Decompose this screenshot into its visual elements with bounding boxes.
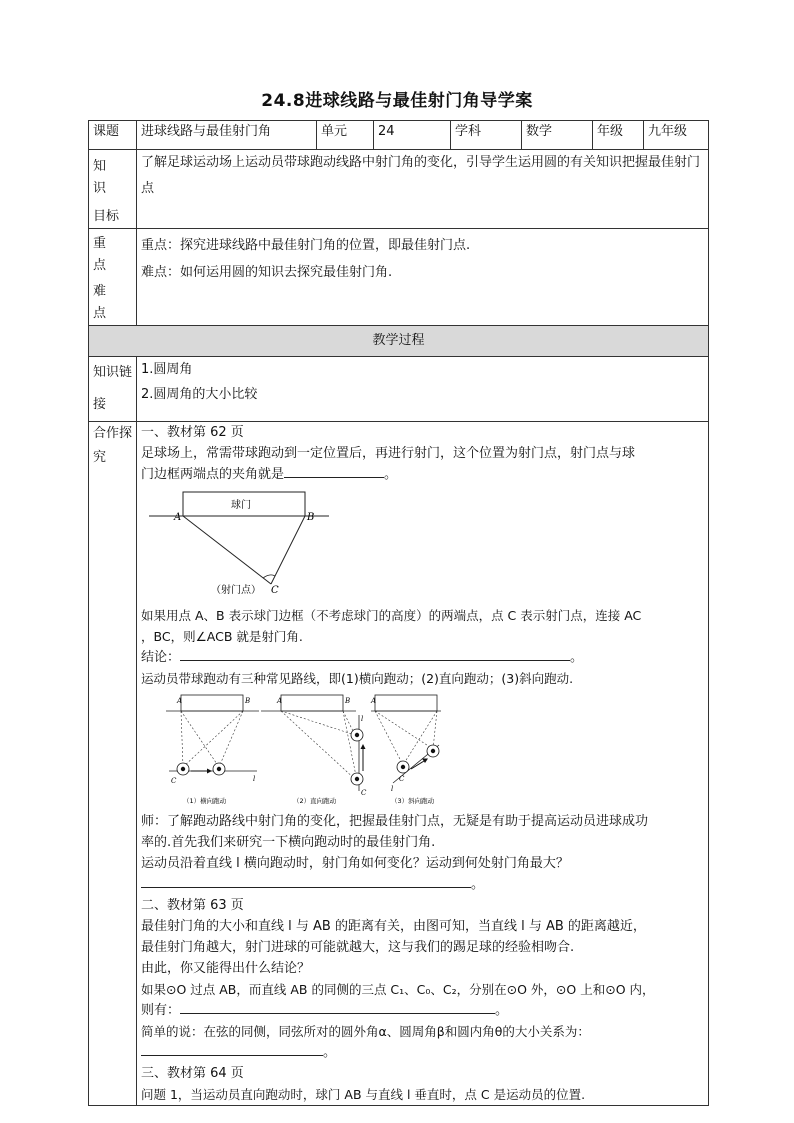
unit-value: 24 — [374, 121, 451, 150]
blank-prefix: 门边框两端点的夹角就是 — [141, 467, 285, 482]
conclusion-label: 结论： — [141, 650, 181, 665]
topic-label: 课题 — [89, 121, 137, 150]
keypoints-text — [137, 229, 709, 326]
answer-blank — [180, 1001, 495, 1014]
section-2-para: 最佳射门角的大小和直线 l 与 AB 的距离有关，由图可知，当直线 l 与 AB 的距离越近， — [141, 919, 646, 934]
period: 。 — [323, 1045, 337, 1060]
section-3-problem: 问题 1，当运动员直向跑动时，球门 AB 与直线 l 垂直时，点 C 是运动员的位置. — [141, 1087, 586, 1102]
fig2-a-label: A — [277, 697, 283, 705]
knowledge-item: 2.圆周角的大小比较 — [141, 387, 258, 402]
section-1-explain-cont: ，BC，则∠ACB 就是射门角. — [141, 629, 303, 644]
teacher-text-cont: 率的.首先我们来研究一下横向跑动时的最佳射门角. — [141, 835, 436, 850]
keypoints-label-line1: 重点 — [93, 236, 117, 273]
coop-content — [137, 422, 709, 1106]
goals-row — [89, 150, 709, 229]
document-title: 24.8进球线路与最佳射门角导学案 — [261, 91, 533, 111]
knowledge-link-items — [137, 357, 709, 422]
fig2-l-label: l — [361, 715, 364, 723]
unit-label: 单元 — [317, 121, 374, 150]
section-2-title: 二、教材第 63 页 — [141, 898, 244, 913]
knowledge-link-row — [89, 357, 709, 422]
point-a-label: A — [174, 512, 182, 523]
running-routes-figure — [141, 691, 441, 809]
section-1-title: 一、教材第 62 页 — [141, 425, 244, 440]
period: 。 — [570, 650, 584, 665]
fig2-caption-2: （2）直向跑动 — [293, 797, 337, 805]
lesson-plan-table — [88, 120, 709, 1106]
answer-blank — [284, 465, 384, 478]
section-1-para: 足球场上，常需带球跑动到一定位置后，再进行射门，这个位置为射门点，射门点与球 — [141, 446, 636, 461]
process-header-row — [89, 326, 709, 357]
fig2-caption-3: （3）斜向跑动 — [391, 797, 435, 805]
goal-angle-figure — [141, 487, 341, 603]
section-2-circle-text: 如果⊙O 过点 AB，而直线 AB 的同侧的三点 C₁、C₀、C₂，分别在⊙O 外，⊙O 上和⊙O 内， — [141, 982, 655, 997]
key-point: 重点：探究进球线路中最佳射门角的位置，即最佳射门点. — [141, 238, 471, 253]
fig2-b-label: B — [345, 697, 351, 705]
result-label: 则有： — [141, 1003, 181, 1018]
section-1-explain: 如果用点 A、B 表示球门边框（不考虑球门的高度）的两端点，点 C 表示射门点，连接 AC — [141, 608, 642, 623]
fig2-l-label: l — [253, 775, 256, 783]
section-3-title: 三、教材第 64 页 — [141, 1066, 244, 1081]
goals-label-line2: 目标 — [93, 209, 120, 224]
line-ac — [183, 516, 271, 584]
routes-text: 运动员带球跑动有三种常见路线，即(1)横向跑动；(2)直向跑动；(3)斜向跑动. — [141, 671, 574, 686]
coop-label: 合作探究 — [89, 422, 137, 1106]
goals-label — [89, 150, 137, 229]
question-text: 运动员沿着直线 l 横向跑动时，射门角如何变化？运动到何处射门角最大？ — [141, 856, 569, 871]
section-1-blank-line — [141, 464, 708, 485]
line-bc — [271, 516, 305, 584]
header-row — [89, 121, 709, 150]
section-2-para-cont: 最佳射门角越大，射门进球的可能就越大，这与我们的踢足球的经验相吻合. — [141, 940, 575, 955]
knowledge-item: 1.圆周角 — [141, 362, 193, 377]
subject-value: 数学 — [522, 121, 593, 150]
point-c-label: C — [271, 585, 279, 596]
shot-point-label: （射门点） — [211, 585, 261, 596]
keypoints-label — [89, 229, 137, 326]
process-header — [89, 326, 709, 357]
grade-value: 九年级 — [644, 121, 709, 150]
summary-answer-line — [141, 1042, 708, 1063]
fig2-c-label: C — [399, 775, 405, 783]
fig2-c-label: C — [171, 777, 177, 785]
answer-blank — [180, 648, 570, 661]
fig2-a-label: A — [371, 697, 377, 705]
goals-paragraph: 了解足球运动场上运动员带球跑动线路中射门角的变化，引导学生运用圆的有关知识把握最佳射门点 — [141, 155, 701, 196]
conclusion-line — [141, 647, 708, 668]
fig2-a-label: A — [177, 697, 183, 705]
difficulty-point: 难点：如何运用圆的知识去探究最佳射门角. — [141, 265, 393, 280]
period: 。 — [384, 467, 398, 482]
point-b-label: B — [307, 512, 315, 523]
fig2-c-label: C — [361, 789, 367, 797]
fig2-b-label: B — [245, 697, 251, 705]
goal-label: 球门 — [231, 500, 251, 511]
angle-arc — [263, 575, 275, 578]
goals-text — [137, 150, 709, 229]
knowledge-link-label: 知识链接 — [89, 357, 137, 422]
cooperative-explore-row — [89, 422, 709, 1106]
keypoints-label-line2: 难点 — [93, 284, 117, 321]
period: 。 — [495, 1003, 509, 1018]
section-2-question: 由此，你又能得出什么结论？ — [141, 961, 311, 976]
keypoints-row — [89, 229, 709, 326]
process-header-text: 教学过程 — [372, 333, 425, 348]
section-2-result-line — [141, 1000, 708, 1021]
grade-label: 年级 — [593, 121, 644, 150]
fig2-l-label: l — [391, 785, 394, 793]
topic-value: 进球线路与最佳射门角 — [137, 121, 317, 150]
goals-label-line1: 知识 — [93, 159, 117, 196]
teacher-text: 师：了解跑动路线中射门角的变化，把握最佳射门点，无疑是有助于提高运动员进球成功 — [141, 814, 649, 829]
answer-blank — [141, 875, 471, 888]
subject-label: 学科 — [451, 121, 522, 150]
period: 。 — [471, 877, 485, 892]
fig2-caption-1: （1）横向跑动 — [183, 797, 227, 805]
answer-blank — [141, 1043, 323, 1056]
section-2-summary: 简单的说：在弦的同侧，同弦所对的圆外角α、圆周角β和圆内角θ的大小关系为： — [141, 1024, 590, 1039]
question-answer-line — [141, 874, 708, 895]
